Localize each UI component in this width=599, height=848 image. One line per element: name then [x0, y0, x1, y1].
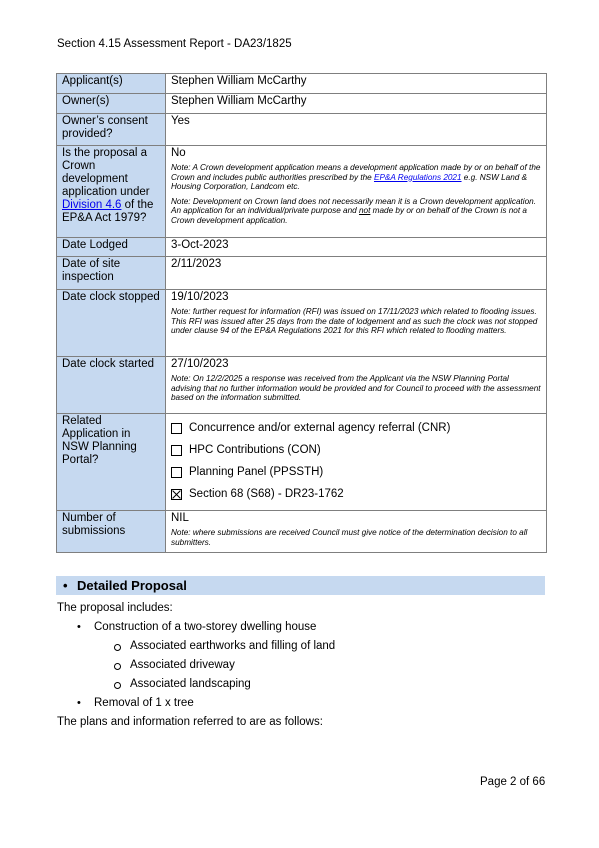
submissions-note: Note: where submissions are received Council must give notice of the determination decision to all submitters.	[171, 528, 528, 547]
table-row-related	[57, 414, 547, 511]
table-row-inspection	[57, 257, 547, 290]
submissions-value-cell	[166, 511, 547, 553]
crown-value-cell	[166, 146, 547, 238]
owner-value: Stephen William McCarthy	[166, 94, 547, 114]
related-option-label: Planning Panel (PPSSTH)	[189, 466, 324, 478]
checkbox-icon[interactable]	[171, 445, 182, 456]
consent-value: Yes	[166, 114, 547, 146]
crown-note-1	[171, 163, 541, 192]
crown-note-2-underline: not	[358, 206, 371, 216]
table-row-submissions	[57, 511, 547, 553]
consent-label: Owner’s consent provided?	[57, 114, 166, 146]
circle-bullet-icon	[114, 644, 121, 651]
table-row-consent	[57, 114, 547, 146]
related-option-s68	[171, 488, 541, 501]
checkbox-icon[interactable]	[171, 467, 182, 478]
bullet-icon: •	[77, 697, 81, 709]
lodged-label: Date Lodged	[57, 238, 166, 257]
section-title: Detailed Proposal	[77, 578, 187, 593]
applicant-value: Stephen William McCarthy	[166, 74, 547, 94]
crown-label-post: of the EP&A Act 1979?	[62, 199, 154, 224]
table-row-lodged	[57, 238, 547, 257]
circle-bullet-icon	[114, 682, 121, 689]
applicant-label: Applicant(s)	[57, 74, 166, 94]
sub-list-item: Associated earthworks and filling of land	[130, 640, 336, 652]
crown-note-1-post: e.g. NSW Land & Housing Corporation, Landcom etc.	[171, 172, 528, 192]
table-row-applicant	[57, 74, 547, 94]
sub-list-item: Associated landscaping	[130, 678, 251, 690]
sub-list-item: Associated driveway	[130, 659, 235, 671]
crown-note-2-pre: Note: Development on Crown land does not necessarily mean it is a Crown development application. An application for an individual/private purpose and	[171, 196, 536, 216]
proposal-intro: The proposal includes:	[57, 602, 173, 614]
related-option-label: HPC Contributions (CON)	[189, 444, 321, 456]
checked-box-icon[interactable]	[171, 489, 182, 500]
started-value-cell	[166, 357, 547, 414]
checkbox-icon[interactable]	[171, 423, 182, 434]
stopped-label: Date clock stopped	[57, 290, 166, 357]
list-item: Removal of 1 x tree	[94, 697, 194, 709]
submissions-value: NIL	[171, 512, 189, 524]
crown-value: No	[171, 147, 186, 159]
page-number: Page 2 of 66	[480, 776, 546, 788]
related-option-con	[171, 444, 541, 457]
related-option-ppssth	[171, 466, 541, 479]
stopped-value: 19/10/2023	[171, 291, 229, 303]
crown-label-pre: Is the proposal a Crown development application under	[62, 147, 150, 198]
bullet-icon: •	[77, 621, 81, 633]
table-row-owner	[57, 94, 547, 114]
stopped-value-cell	[166, 290, 547, 357]
page-header: Section 4.15 Assessment Report - DA23/1825	[57, 38, 292, 50]
crown-label	[57, 146, 166, 238]
table-row-started	[57, 357, 547, 414]
submissions-label: Number of submissions	[57, 511, 166, 553]
related-option-cnr	[171, 422, 541, 435]
circle-bullet-icon	[114, 663, 121, 670]
stopped-note: Note: further request for information (RFI) was issued on 17/11/2023 which related to flooding issues. This RFI was issued after 25 days from the date of lodgement and as such the clock was not stopped under clause 94 of the EP&A Regulations 2021 for this RFI which related to flooding matters.	[171, 307, 538, 336]
related-option-label: Concurrence and/or external agency referral (CNR)	[189, 422, 451, 434]
plans-intro: The plans and information referred to are as follows:	[57, 716, 323, 728]
started-value: 27/10/2023	[171, 358, 229, 370]
application-details-table	[56, 73, 547, 553]
crown-note-2	[171, 197, 541, 226]
started-note: Note: On 12/2/2025 a response was received from the Applicant via the NSW Planning Portal advising that no further information would be provided and for Council to proceed with the assessment based on the information submitted.	[171, 374, 541, 403]
related-label: Related Application in NSW Planning Portal?	[57, 414, 166, 511]
related-options	[166, 414, 547, 511]
regulations-link[interactable]: EP&A Regulations 2021	[373, 172, 462, 182]
table-row-stopped	[57, 290, 547, 357]
heading-bullet: •	[63, 578, 68, 593]
inspection-value: 2/11/2023	[166, 257, 547, 290]
inspection-label: Date of site inspection	[57, 257, 166, 290]
list-item: Construction of a two-storey dwelling house	[94, 621, 317, 633]
started-label: Date clock started	[57, 357, 166, 414]
division-link[interactable]: Division 4.6	[62, 199, 122, 211]
related-option-label: Section 68 (S68) - DR23-1762	[189, 488, 344, 500]
lodged-value: 3-Oct-2023	[166, 238, 547, 257]
crown-note-1-pre: Note: A Crown development application means a development application made by or on behalf of the Crown and includes public authorities prescribed by the	[171, 163, 541, 182]
section-heading	[56, 576, 545, 595]
owner-label: Owner(s)	[57, 94, 166, 114]
table-row-crown	[57, 146, 547, 238]
crown-note-2-post: made by or on behalf of the Crown is not a Crown development application.	[171, 206, 527, 225]
